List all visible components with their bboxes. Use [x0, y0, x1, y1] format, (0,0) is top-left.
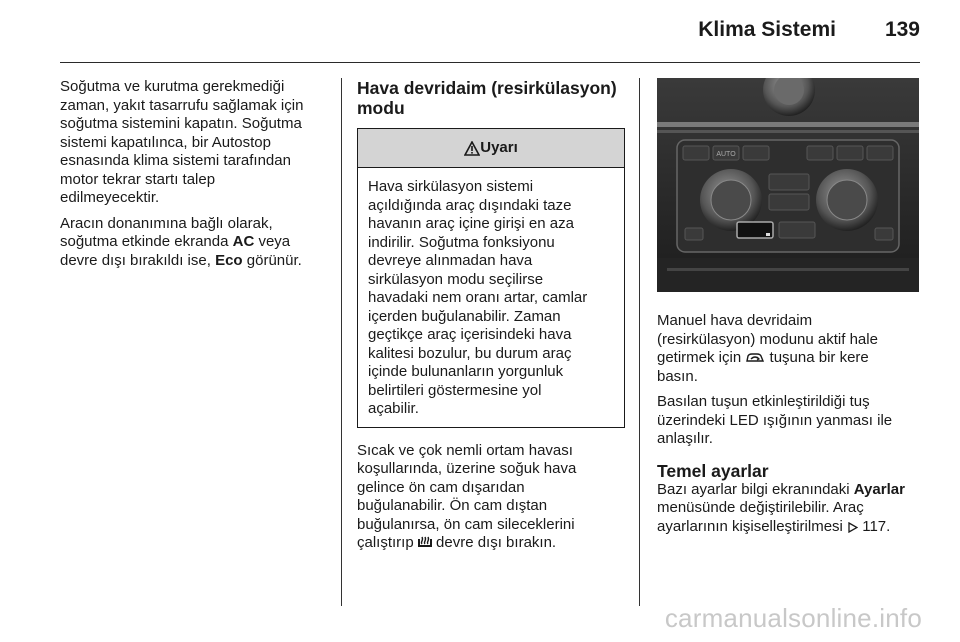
warning-box: [357, 128, 625, 428]
page-header: [60, 0, 920, 63]
warning-text: Hava sirkülasyon sistemi açıldığında araç dışındaki taze havanın araç içine girişi en aza indirilir. Soğutma fonksiyonu devreye alınmadan hava sirkülasyon modu seçilirse havadaki nem oranı artar, camlar içerden buğulanabilir. Zaman geçtikçe araç içerisindeki hava kalitesi bozulur, bu durum araç içinde bulunanların yorgunluk belirtileri göstermesine yol açabilir.: [368, 178, 588, 417]
paragraph: Bazı ayarlar bilgi ekranındaki Ayarlar menüsünde değiştirilebilir. Araç ayarlarının kişiselleştirilmesi 117.: [657, 480, 905, 535]
section-heading: Hava devridaim (resirkülasyon) modu: [357, 78, 617, 118]
settings-menu-label: Ayarlar: [853, 480, 905, 498]
header-title: Klima Sistemi: [698, 18, 836, 41]
warning-icon: [464, 141, 480, 156]
paragraph: Sıcak ve çok nemli ortam havası koşullarında, üzerine soğuk hava gelince ön cam dışarıdan buğulanabilir. Ön cam dıştan buğulanırsa, ön cam sileceklerini çalıştırıp devre dışı bırakın.: [357, 441, 577, 551]
page-number: 139: [884, 18, 920, 41]
paragraph: Aracın donanımına bağlı olarak, soğutma etkinde ekranda AC veya devre dışı bırakıldı ise, Eco görünür.: [60, 214, 302, 269]
auto-button-label: AUTO: [716, 151, 736, 158]
column-1: [60, 78, 330, 270]
climate-control-panel-photo: [657, 78, 919, 292]
paragraph: Soğutma ve kurutma gerekmediği zaman, yakıt tasarrufu sağlamak için soğutma sistemini kapatın. Soğutma sistemi kapatılınca, bir Autostop esnasında klima sistemi tarafından motor tekrar startı talep edilmeyecektir.: [60, 78, 304, 206]
eco-label: Eco: [215, 251, 243, 269]
warning-header: [358, 129, 624, 168]
rear-window-defrost-icon: [418, 536, 432, 549]
column-divider: [639, 78, 640, 606]
section-heading: Temel ayarlar: [657, 460, 769, 481]
column-2: [357, 78, 625, 553]
column-3: [657, 78, 923, 536]
recirculation-icon: [745, 352, 765, 364]
climate-panel-illustration: [657, 78, 919, 292]
warning-title: Uyarı: [480, 138, 518, 156]
watermark: carmanualsonline.info: [664, 603, 922, 633]
column-divider: [341, 78, 342, 606]
paragraph: Basılan tuşun etkinleştirildiği tuş üzerindeki LED ışığının yanması ile anlaşılır.: [657, 393, 893, 447]
page-reference-icon: [847, 522, 858, 533]
page-reference-link[interactable]: 117.: [862, 517, 891, 535]
paragraph: Manuel hava devridaim (resirkülasyon) modunu aktif hale getirmek için tuşuna bir kere basın.: [657, 312, 878, 385]
ac-label: AC: [232, 233, 255, 250]
